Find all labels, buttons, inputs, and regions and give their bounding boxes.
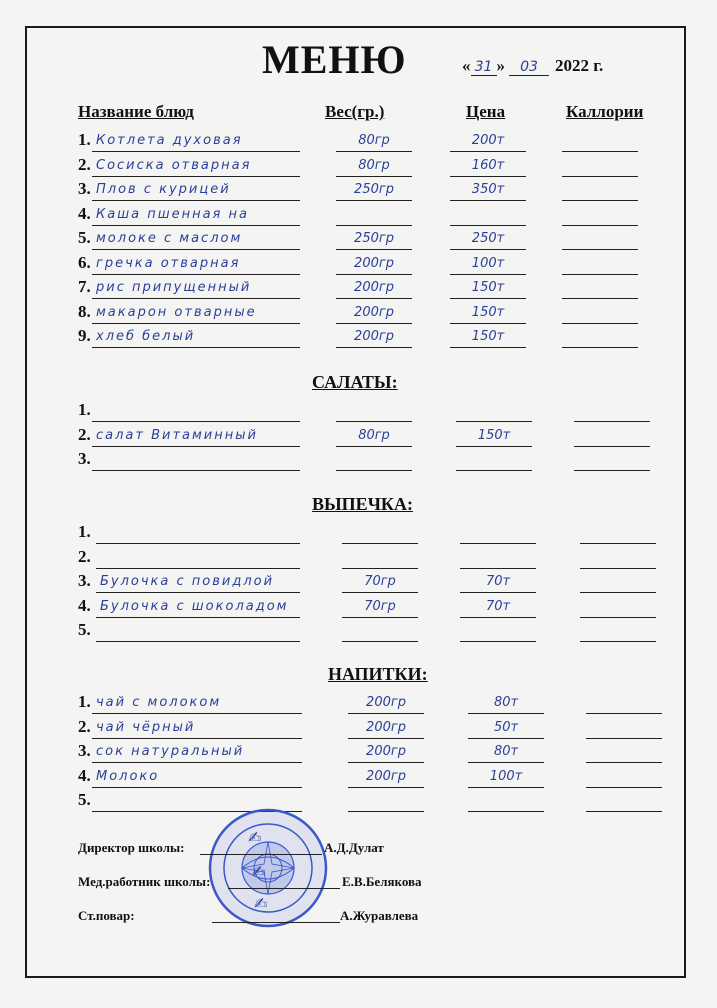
- weight-cell: [348, 790, 424, 812]
- dish-name-cell: [96, 522, 300, 544]
- calories-cell: [580, 571, 656, 593]
- weight-cell: 200гр: [336, 277, 412, 299]
- medic-sign-line: [228, 872, 340, 889]
- calories-cell: [586, 766, 662, 788]
- calories-cell: [562, 130, 638, 152]
- date-open-quote: «: [462, 56, 471, 75]
- table-row: [0, 202, 717, 226]
- calories-cell: [586, 717, 662, 739]
- date-close-quote: »: [496, 56, 505, 75]
- calories-cell: [562, 179, 638, 201]
- calories-cell: [586, 692, 662, 714]
- price-cell: [468, 790, 544, 812]
- calories-cell: [574, 449, 650, 471]
- table-row: [0, 690, 717, 714]
- weight-cell: 70гр: [342, 596, 418, 618]
- row-number: 2.: [78, 716, 91, 736]
- date-month: 03: [509, 59, 549, 76]
- row-number: 5.: [78, 228, 91, 247]
- director-role: Директор школы:: [78, 840, 185, 855]
- calories-cell: [562, 302, 638, 324]
- date-day: 31: [471, 59, 497, 76]
- dish-name-cell: Булочка с повидлой: [96, 571, 300, 593]
- weight-cell: 200гр: [336, 253, 412, 275]
- calories-cell: [574, 425, 650, 447]
- date-year: 2022 г.: [555, 56, 604, 75]
- weight-cell: 200гр: [348, 717, 424, 739]
- dish-name-cell: Молоко: [92, 766, 302, 788]
- dish-name-cell: Булочка с шоколадом: [96, 596, 300, 618]
- price-cell: 80т: [468, 741, 544, 763]
- price-cell: 150т: [456, 425, 532, 447]
- page-title: МЕНЮ: [262, 37, 407, 82]
- calories-cell: [586, 741, 662, 763]
- row-number: 3.: [78, 449, 91, 468]
- dish-name-cell: Сосиска отварная: [92, 155, 300, 177]
- dish-name-cell: гречка отварная: [92, 253, 300, 275]
- row-number: 4.: [78, 595, 91, 615]
- calories-cell: [580, 620, 656, 642]
- table-row: [0, 788, 717, 812]
- table-row: [0, 423, 717, 447]
- weight-cell: [342, 547, 418, 569]
- medic-role: Мед.работник школы:: [78, 874, 211, 889]
- calories-cell: [562, 326, 638, 348]
- price-cell: 50т: [468, 717, 544, 739]
- weight-cell: 250гр: [336, 179, 412, 201]
- dish-name-cell: рис припущенный: [92, 277, 300, 299]
- price-cell: [456, 449, 532, 471]
- calories-cell: [562, 204, 638, 226]
- price-cell: 70т: [460, 596, 536, 618]
- cook-sign-line: [212, 906, 340, 923]
- weight-cell: 80гр: [336, 155, 412, 177]
- dish-name-cell: Каша пшенная на: [92, 204, 300, 226]
- row-number: 3.: [78, 741, 91, 760]
- menu-date: [462, 56, 603, 76]
- weight-cell: 250гр: [336, 228, 412, 250]
- row-number: 4.: [78, 203, 91, 223]
- cook-signature: ✍: [254, 894, 268, 913]
- medic-signature: ✍: [252, 862, 266, 881]
- dish-name-cell: чай с молоком: [92, 692, 302, 714]
- row-number: 7.: [78, 277, 91, 296]
- calories-cell: [562, 277, 638, 299]
- weight-cell: [336, 400, 412, 422]
- row-number: 5.: [78, 790, 91, 809]
- weight-cell: 70гр: [342, 571, 418, 593]
- weight-cell: [336, 449, 412, 471]
- row-number: 4.: [78, 765, 91, 785]
- weight-cell: 200гр: [348, 741, 424, 763]
- dish-name-cell: сок натуральный: [92, 741, 302, 763]
- director-signature: ✍: [248, 828, 262, 847]
- salads-title: САЛАТЫ:: [312, 372, 398, 392]
- table-row: [0, 251, 717, 275]
- table-row: [0, 594, 717, 618]
- cook-role: Ст.повар:: [78, 908, 135, 923]
- row-number: 3.: [78, 179, 91, 198]
- row-number: 1.: [78, 692, 91, 711]
- row-number: 2.: [78, 154, 91, 174]
- dish-name-cell: [92, 400, 300, 422]
- calories-cell: [580, 547, 656, 569]
- row-number: 2.: [78, 546, 91, 566]
- weight-cell: 80гр: [336, 130, 412, 152]
- price-cell: 350т: [450, 179, 526, 201]
- price-cell: 100т: [450, 253, 526, 275]
- calories-cell: [586, 790, 662, 812]
- calories-cell: [562, 155, 638, 177]
- table-row: [0, 764, 717, 788]
- row-number: 1.: [78, 130, 91, 149]
- row-number: 2.: [78, 424, 91, 444]
- price-cell: 150т: [450, 277, 526, 299]
- calories-cell: [562, 228, 638, 250]
- price-cell: 150т: [450, 302, 526, 324]
- weight-cell: 200гр: [348, 692, 424, 714]
- table-row: [0, 739, 717, 763]
- table-row: [0, 128, 717, 152]
- table-row: [0, 618, 717, 642]
- dish-name-cell: макарон отварные: [92, 302, 300, 324]
- table-row: [0, 300, 717, 324]
- dish-name-cell: хлеб белый: [92, 326, 300, 348]
- price-cell: 70т: [460, 571, 536, 593]
- table-row: [0, 398, 717, 422]
- dish-name-cell: чай чёрный: [92, 717, 302, 739]
- price-cell: 200т: [450, 130, 526, 152]
- price-cell: 250т: [450, 228, 526, 250]
- dish-name-cell: [96, 620, 300, 642]
- table-row: [0, 153, 717, 177]
- weight-cell: 200гр: [348, 766, 424, 788]
- row-number: 3.: [78, 571, 91, 590]
- dish-name-cell: Котлета духовая: [92, 130, 300, 152]
- row-number: 1.: [78, 522, 91, 541]
- cook-name: А.Журавлева: [340, 908, 419, 923]
- row-number: 6.: [78, 252, 91, 272]
- price-cell: [460, 547, 536, 569]
- dish-name-cell: [96, 547, 300, 569]
- header-calories: Каллории: [566, 102, 644, 121]
- weight-cell: 200гр: [336, 302, 412, 324]
- calories-cell: [574, 400, 650, 422]
- director-name: А.Д.Дулат: [324, 840, 384, 855]
- price-cell: [456, 400, 532, 422]
- weight-cell: 200гр: [336, 326, 412, 348]
- medic-name: Е.В.Белякова: [342, 874, 422, 889]
- header-weight: Вес(гр.): [325, 102, 385, 121]
- calories-cell: [562, 253, 638, 275]
- calories-cell: [580, 596, 656, 618]
- dish-name-cell: салат Витаминный: [92, 425, 300, 447]
- dish-name-cell: Плов с курицей: [92, 179, 300, 201]
- row-number: 1.: [78, 400, 91, 419]
- weight-cell: [336, 204, 412, 226]
- price-cell: 150т: [450, 326, 526, 348]
- weight-cell: [342, 522, 418, 544]
- table-row: [0, 520, 717, 544]
- dish-name-cell: [92, 449, 300, 471]
- row-number: 5.: [78, 620, 91, 639]
- table-row: [0, 715, 717, 739]
- weight-cell: [342, 620, 418, 642]
- dish-name-cell: молоке с маслом: [92, 228, 300, 250]
- weight-cell: 80гр: [336, 425, 412, 447]
- price-cell: [450, 204, 526, 226]
- header-price: Цена: [466, 102, 506, 121]
- row-number: 8.: [78, 301, 91, 321]
- drinks-title: НАПИТКИ:: [328, 664, 428, 684]
- price-cell: [460, 522, 536, 544]
- header-name: Название блюд: [78, 102, 194, 121]
- row-number: 9.: [78, 326, 91, 345]
- price-cell: [460, 620, 536, 642]
- price-cell: 80т: [468, 692, 544, 714]
- bakery-title: ВЫПЕЧКА:: [312, 494, 413, 514]
- price-cell: 100т: [468, 766, 544, 788]
- price-cell: 160т: [450, 155, 526, 177]
- calories-cell: [580, 522, 656, 544]
- table-row: [0, 226, 717, 250]
- table-row: [0, 569, 717, 593]
- table-row: [0, 275, 717, 299]
- table-row: [0, 177, 717, 201]
- table-row: [0, 447, 717, 471]
- table-row: [0, 545, 717, 569]
- table-row: [0, 324, 717, 348]
